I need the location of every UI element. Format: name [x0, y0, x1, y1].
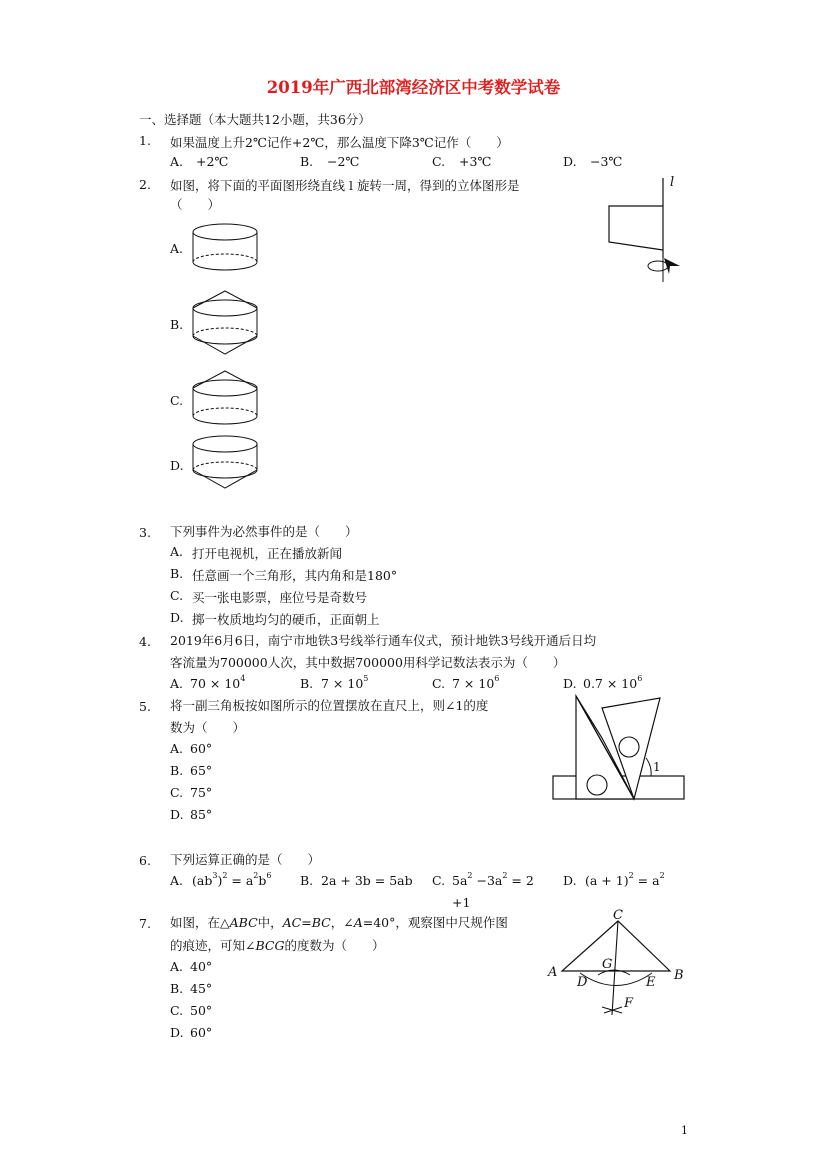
question-text: 如图，在△ABC中，AC=BC，∠A=40°，观察图中尺规作图 [170, 915, 508, 930]
option-label: C. [170, 1003, 184, 1018]
option-label: A. [170, 873, 184, 888]
angle-label: 1 [653, 760, 661, 774]
option-label: B. [300, 873, 314, 888]
option-label: C. [432, 873, 446, 888]
question-number: 6. [139, 853, 151, 868]
question-text: 客流量为700000人次，其中数据700000用科学记数法表示为（ ） [170, 655, 566, 670]
option-label: B. [170, 981, 184, 996]
option-text: 2a + 3b = 5ab [321, 873, 413, 888]
option-label: D. [563, 154, 577, 169]
option-text: 50° [190, 1003, 213, 1018]
option-text: −3℃ [590, 154, 623, 169]
option-text: 45° [190, 981, 213, 996]
page-number: 1 [681, 1124, 688, 1137]
option-text: 75° [190, 785, 213, 800]
question-text: 如果温度上升2℃记作+2℃，那么温度下降3℃记作（ ） [170, 135, 509, 150]
option-text: 掷一枚质地均匀的硬币，正面朝上 [192, 612, 380, 627]
option-text: 65° [190, 763, 213, 778]
vertex-label-c: C [613, 908, 623, 923]
option-label: B. [300, 676, 314, 691]
compass-construction-figure [540, 903, 690, 1023]
option-label: A. [170, 741, 184, 756]
vertex-label-a: A [548, 965, 558, 980]
option-label: C. [170, 785, 184, 800]
option-label: B. [170, 317, 184, 332]
option-text: 买一张电影票，座位号是奇数号 [192, 590, 368, 605]
cone-top-cylinder-figure [190, 368, 262, 428]
option-text: 任意画一个三角形，其内角和是180° [192, 568, 398, 583]
option-text: $7 \times 10^6$ [452, 673, 500, 691]
option-text: $5a^2 -3a^2 = 2$ [452, 870, 534, 888]
option-label: C. [170, 588, 184, 603]
option-text: $(ab^3)^2 = a^2b^6$ [192, 870, 272, 888]
option-label: C. [432, 676, 446, 691]
option-text: −2℃ [327, 154, 360, 169]
option-label: A. [170, 959, 184, 974]
double-cone-cylinder-figure [190, 288, 262, 358]
question-number: 1. [139, 133, 151, 148]
option-text: 打开电视机，正在播放新闻 [192, 546, 343, 561]
question-text: 的痕迹，可知∠BCG的度数为（ ） [170, 938, 385, 953]
option-label: A. [170, 676, 184, 691]
question-number: 2. [139, 177, 151, 192]
vertex-label-b: B [674, 968, 684, 983]
option-label: B. [170, 763, 184, 778]
question-number: 5. [139, 699, 151, 714]
question-number: 4. [139, 634, 151, 649]
option-text: 85° [190, 807, 213, 822]
option-label: B. [300, 154, 314, 169]
point-label-d: D [577, 975, 588, 990]
option-text: 60° [190, 741, 213, 756]
point-label-g: G [602, 957, 613, 972]
option-label: D. [563, 873, 577, 888]
question-number: 3. [139, 525, 151, 540]
option-text: $(a + 1)^2 = a^2$ [585, 870, 665, 888]
point-label-e: E [646, 975, 656, 990]
option-text: +2℃ [196, 154, 229, 169]
option-text: 40° [190, 959, 213, 974]
option-label: D. [563, 676, 577, 691]
question-text: 下列运算正确的是（ ） [170, 852, 321, 867]
section-header: 一、选择题（本大题共12小题，共36分） [139, 112, 371, 127]
option-label: A. [170, 241, 184, 256]
cylinder-figure [190, 220, 262, 275]
line-label: l [670, 175, 675, 190]
option-label: D. [170, 610, 184, 625]
question-text: 如图，将下面的平面图形绕直线 l 旋转一周，得到的立体图形是 [170, 178, 520, 193]
question-text: 下列事件为必然事件的是（ ） [170, 524, 358, 539]
option-label: A. [170, 154, 184, 169]
option-text: $7 \times 10^5$ [321, 673, 369, 691]
option-text: +3℃ [459, 154, 492, 169]
cone-bottom-cylinder-figure [190, 432, 262, 492]
option-label: A. [170, 544, 184, 559]
rotation-figure [600, 170, 690, 290]
answer-bracket: （ ） [170, 197, 221, 212]
paper-title: 2019年广西北部湾经济区中考数学试卷 [266, 78, 561, 97]
triangle-ruler-figure [550, 688, 690, 806]
option-text: $0.7 \times 10^6$ [583, 673, 643, 691]
question-number: 7. [139, 916, 151, 931]
option-text: $70 \times 10^4$ [190, 673, 246, 691]
option-label: C. [170, 393, 184, 408]
question-text: 将一副三角板按如图所示的位置摆放在直尺上，则∠1的度 [170, 698, 489, 713]
question-text: 2019年6月6日，南宁市地铁3号线举行通车仪式，预计地铁3号线开通后日均 [170, 633, 597, 648]
question-text: 数为（ ） [170, 720, 246, 735]
option-label: D. [170, 458, 184, 473]
point-label-f: F [624, 996, 634, 1011]
option-label: D. [170, 1025, 184, 1040]
option-label: B. [170, 566, 184, 581]
option-text: 60° [190, 1025, 213, 1040]
option-text-wrap: +1 [452, 895, 471, 910]
option-label: C. [432, 154, 446, 169]
option-label: D. [170, 807, 184, 822]
